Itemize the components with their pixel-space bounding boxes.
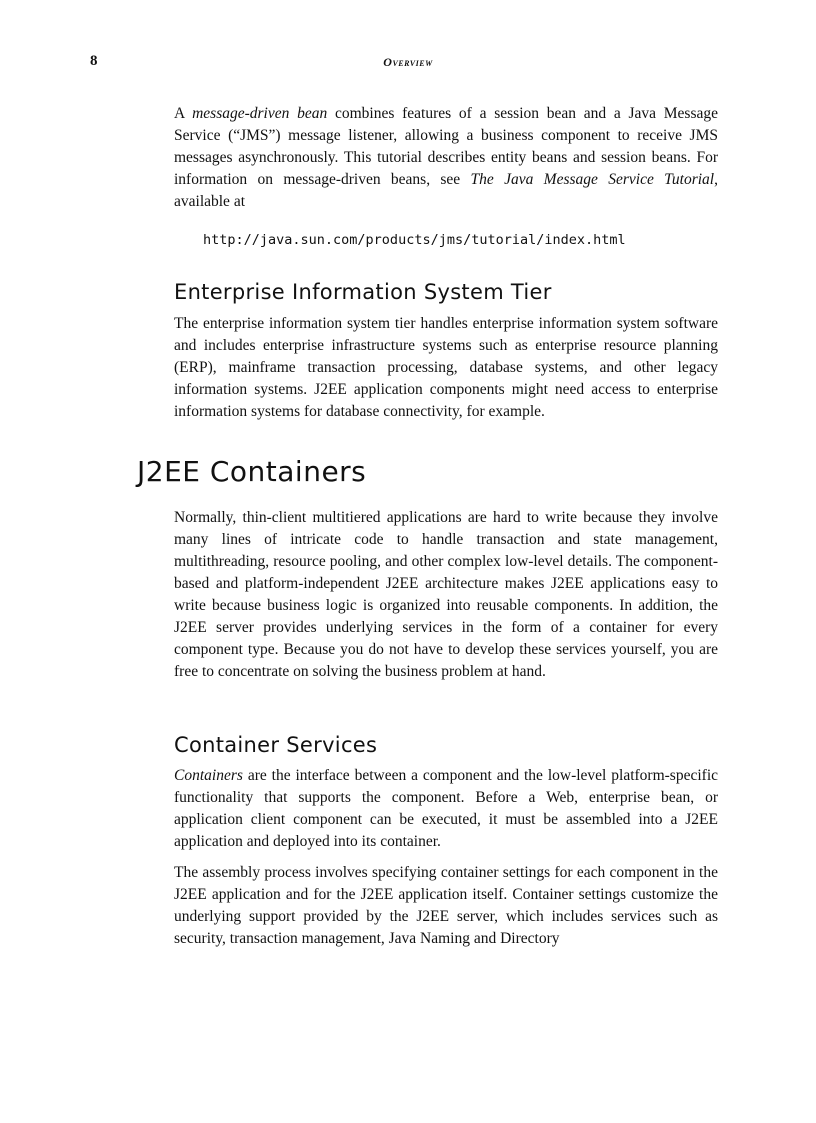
containers-heading: J2EE Containers: [137, 455, 367, 488]
term-containers: Containers: [174, 767, 243, 784]
containers-paragraph: [174, 507, 718, 683]
services-paragraph-1: [174, 765, 718, 853]
running-head: Overview: [383, 55, 433, 69]
containers-text: Normally, thin-client multitiered applications are hard to write because they involve many lines of intricate code to handle transaction and state management, multithreading, resource pooling, and other complex low-level details. The component-based and platform-independent J2EE architecture makes J2EE applications easy to write because business logic is organized into reusable components. In addition, the J2EE server provides underlying services in the form of a container for every component type. Because you do not have to develop these services yourself, you are free to concentrate on solving the business problem at hand.: [174, 509, 718, 680]
page-number: 8: [90, 53, 98, 69]
eis-paragraph: [174, 313, 718, 423]
term-message-driven-bean: message-driven bean: [192, 105, 328, 122]
eis-heading: Enterprise Information System Tier: [174, 280, 552, 304]
services-p1-text: are the interface between a component and the low-level platform-specific functionality that supports the component. Before a Web, enterprise bean, or application client component can be executed, it must be assembled into a J2EE application and deployed into its container.: [174, 767, 718, 850]
services-heading: Container Services: [174, 733, 378, 757]
services-paragraph-2: [174, 862, 718, 950]
intro-lead: A: [174, 105, 193, 122]
services-p2-text: The assembly process involves specifying container settings for each component in the J2EE application and for the J2EE application itself. Container settings customize the underlying support provided by the J2EE server, which includes services such as security, transaction management, Java Naming and Directory: [174, 864, 718, 947]
eis-text: The enterprise information system tier handles enterprise information system software and includes enterprise infrastructure systems such as enterprise resource planning (ERP), mainframe transaction processing, database systems, and other legacy information systems. J2EE application components might need access to enterprise information systems for database connectivity, for example.: [174, 315, 718, 420]
intro-paragraph: [174, 103, 718, 213]
intro-body: combines features of a session bean and a Java Message Service (“JMS”) message listener, allowing a business component to receive JMS messages asynchronously. This tutorial describes entity beans and session beans. For information on message-driven beans, see: [174, 105, 719, 188]
book-title: The Java Message Service Tutorial: [470, 171, 715, 188]
tutorial-url: http://java.sun.com/products/jms/tutorial/index.html: [203, 232, 626, 248]
intro-tail: , available at: [174, 171, 718, 210]
